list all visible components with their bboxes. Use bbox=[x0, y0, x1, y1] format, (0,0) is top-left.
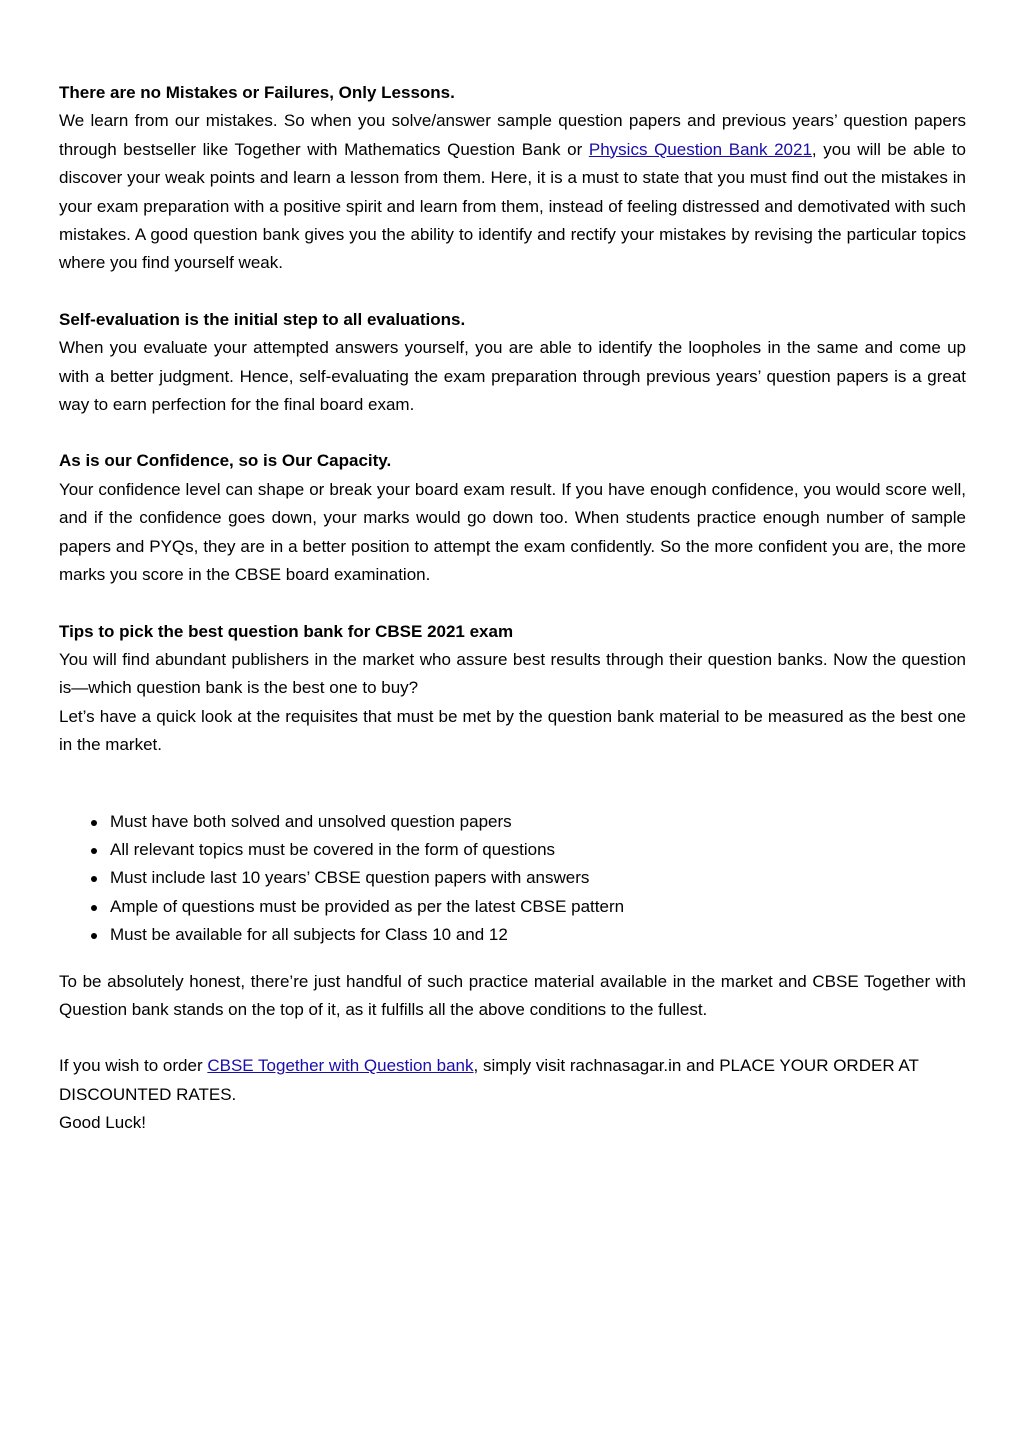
list-item: Must have both solved and unsolved question papers bbox=[110, 808, 966, 836]
order-paragraph bbox=[59, 1052, 966, 1109]
section-paragraph bbox=[59, 107, 966, 277]
section-confidence bbox=[59, 447, 966, 589]
paragraph-text: , you will be able to discover your weak points and learn a lesson from them. Here, it is a must to state that you must find out the mistakes in your exam preparation with a positive spirit and learn from them, instead of feeling distressed and demotivated with such mistakes. A good question bank gives you the ability to identify and rectify your mistakes by revising the particular topics where you find yourself weak. bbox=[59, 139, 966, 273]
conclusion-paragraph: To be absolutely honest, there’re just handful of such practice material available in the market and CBSE Together with Question bank stands on the top of it, as it fulfills all the above conditions to the fullest. bbox=[59, 971, 966, 1019]
cbse-together-question-bank-link[interactable]: CBSE Together with Question bank bbox=[207, 1056, 474, 1076]
section-heading: As is our Confidence, so is Our Capacity. bbox=[59, 451, 392, 471]
physics-question-bank-link[interactable]: Physics Question Bank 2021 bbox=[588, 139, 812, 159]
section-heading: Self-evaluation is the initial step to all evaluations. bbox=[59, 309, 466, 329]
paragraph-text: , simply visit rachnasagar.in and PLACE YOUR ORDER AT DISCOUNTED RATES. bbox=[59, 1056, 919, 1104]
section-paragraph: You will find abundant publishers in the market who assure best results through their question banks. Now the question is—which question bank is the best one to buy? bbox=[59, 649, 966, 698]
section-heading: Tips to pick the best question bank for CBSE 2021 exam bbox=[59, 621, 514, 641]
signoff-text: Good Luck! bbox=[59, 1113, 146, 1133]
section-mistakes bbox=[59, 79, 966, 278]
list-item: Must include last 10 years’ CBSE question papers with answers bbox=[110, 864, 966, 892]
section-self-evaluation bbox=[59, 306, 966, 420]
section-paragraph: When you evaluate your attempted answers yourself, you are able to identify the loopholes in the same and come up with a better judgment. Hence, self-evaluating the exam preparation through previous years’ question papers is a great way to earn perfection for the final board exam. bbox=[59, 338, 966, 415]
list-item: All relevant topics must be covered in the form of questions bbox=[110, 836, 966, 864]
list-item: Must be available for all subjects for Class 10 and 12 bbox=[110, 921, 966, 949]
section-paragraph: Let’s have a quick look at the requisites that must be met by the question bank material to be measured as the best one in the market. bbox=[59, 706, 966, 755]
paragraph-text: We learn from our mistakes. So when you solve/answer sample question papers and previous years’ question papers through bestseller like Together with Mathematics Question Bank or bbox=[59, 111, 966, 159]
requirements-list bbox=[59, 808, 966, 950]
list-item: Ample of questions must be provided as per the latest CBSE pattern bbox=[110, 893, 966, 921]
section-heading: There are no Mistakes or Failures, Only Lessons. bbox=[59, 83, 455, 102]
section-tips bbox=[59, 618, 966, 760]
paragraph-text: If you wish to order bbox=[59, 1056, 208, 1076]
section-paragraph: Your confidence level can shape or break your board exam result. If you have enough confidence, you would score well, and if the confidence goes down, your marks would go down too. When students practice enough number of sample papers and PYQs, they are in a better position to attempt the exam confidently. So the more confident you are, the more marks you score in the CBSE board examination. bbox=[59, 479, 966, 585]
